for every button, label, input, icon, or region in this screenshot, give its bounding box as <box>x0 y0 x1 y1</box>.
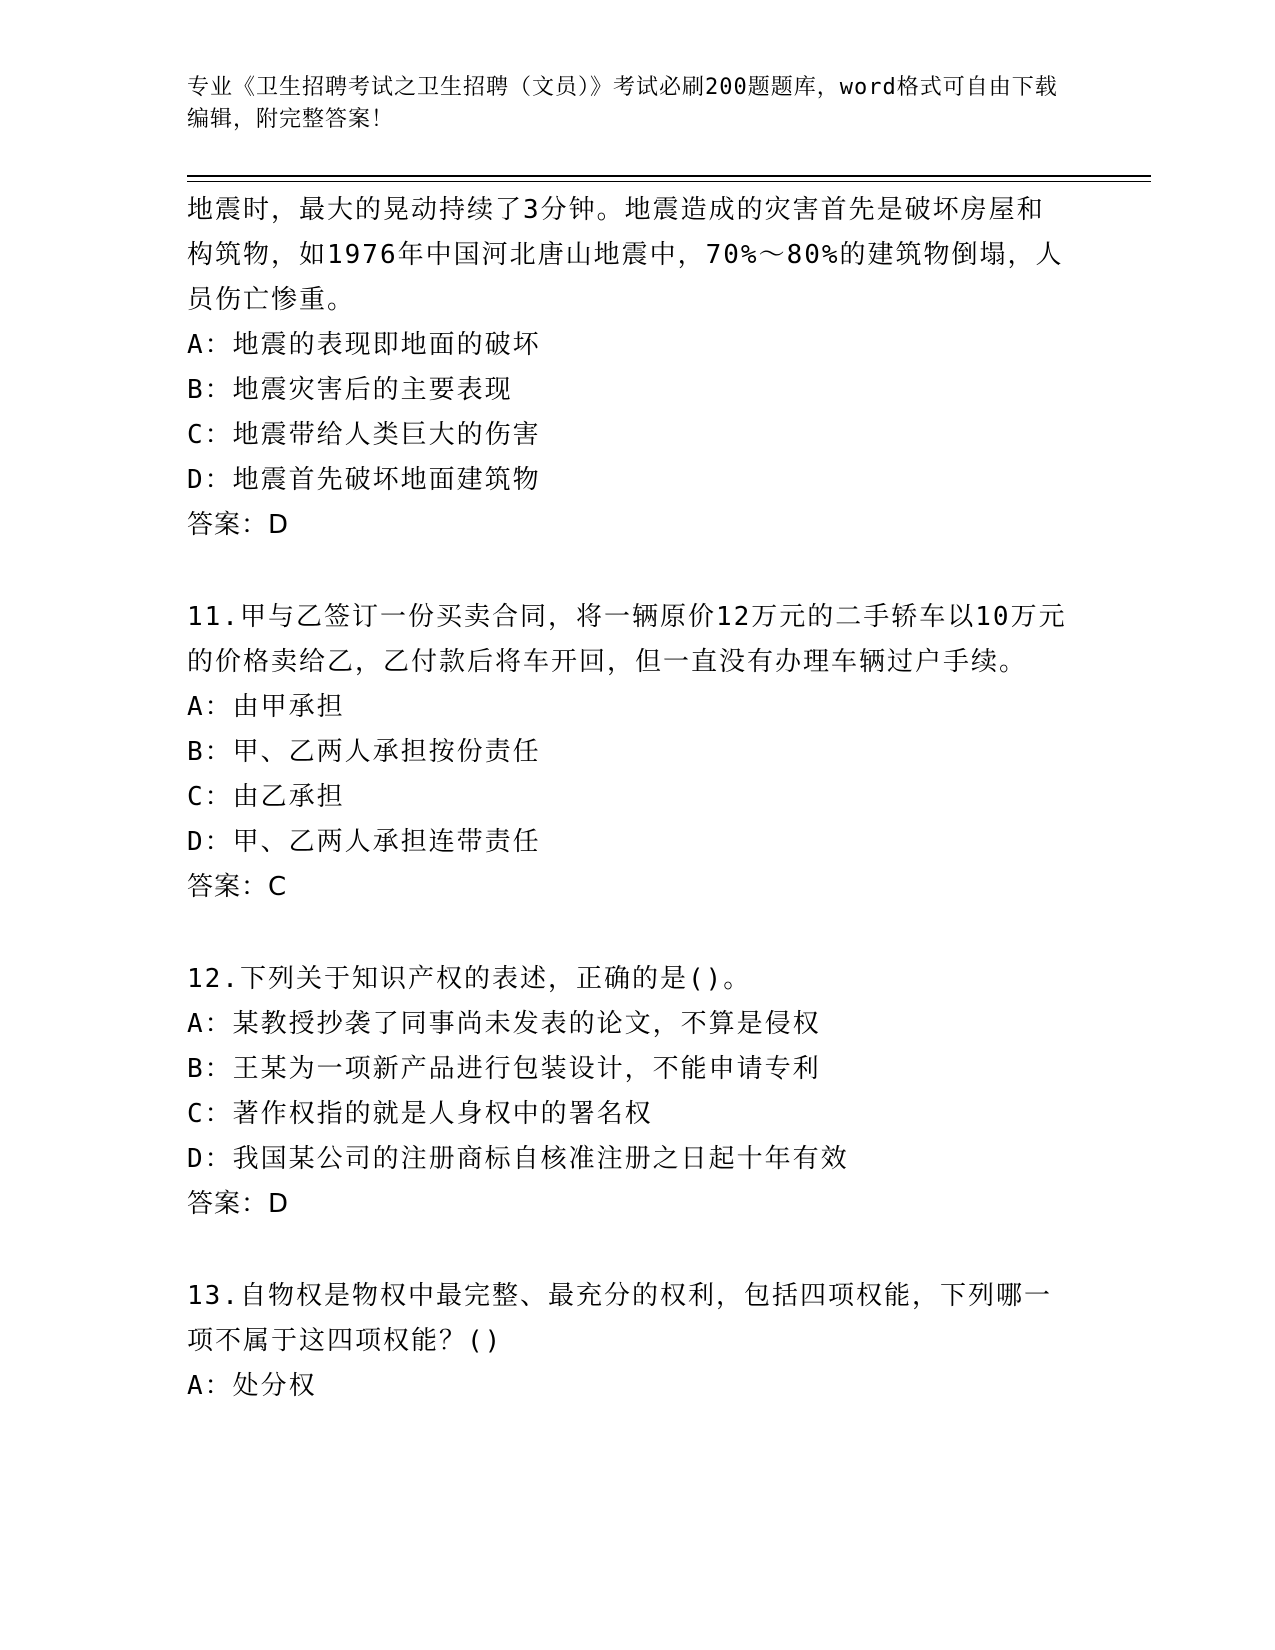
question-stem: 11.甲与乙签订一份买卖合同，将一辆原价12万元的二手轿车以10万元的价格卖给乙，乙付款后将车开回，但一直没有办理车辆过户手续。 <box>187 602 1067 677</box>
document-header: 专业《卫生招聘考试之卫生招聘（文员）》考试必刷200题题库，word格式可自由下载编辑，附完整答案！ <box>187 75 1058 132</box>
document-body <box>187 188 1067 1409</box>
option-d: D：地震首先破坏地面建筑物 <box>187 465 541 495</box>
question-stem: 12.下列关于知识产权的表述，正确的是()。 <box>187 964 752 994</box>
option-b: B：甲、乙两人承担按份责任 <box>187 737 541 767</box>
option-b: B：地震灾害后的主要表现 <box>187 375 513 405</box>
answer-line: 答案：D <box>187 1189 290 1219</box>
spacer <box>187 548 1067 595</box>
question-block <box>187 595 1067 910</box>
option-c: C：著作权指的就是人身权中的署名权 <box>187 1099 653 1129</box>
question-block <box>187 957 1067 1227</box>
option-d: D：我国某公司的注册商标自核准注册之日起十年有效 <box>187 1144 849 1174</box>
spacer <box>187 1227 1067 1274</box>
spacer <box>187 910 1067 957</box>
question-stem: 地震时，最大的晃动持续了3分钟。地震造成的灾害首先是破坏房屋和构筑物，如1976年中国河北唐山地震中，70%～80%的建筑物倒塌，人员伤亡惨重。 <box>187 195 1064 315</box>
answer-line: 答案：D <box>187 510 290 540</box>
option-a: A：处分权 <box>187 1371 317 1401</box>
question-block <box>187 188 1067 548</box>
header-divider-thin <box>187 181 1151 182</box>
option-a: A：某教授抄袭了同事尚未发表的论文，不算是侵权 <box>187 1009 821 1039</box>
option-c: C：由乙承担 <box>187 782 345 812</box>
header-divider-thick <box>187 175 1151 177</box>
option-b: B：王某为一项新产品进行包装设计，不能申请专利 <box>187 1054 821 1084</box>
option-d: D：甲、乙两人承担连带责任 <box>187 827 541 857</box>
option-c: C：地震带给人类巨大的伤害 <box>187 420 541 450</box>
option-a: A：地震的表现即地面的破坏 <box>187 330 541 360</box>
option-a: A：由甲承担 <box>187 692 345 722</box>
answer-line: 答案：C <box>187 872 288 902</box>
question-block <box>187 1274 1067 1409</box>
question-stem: 13.自物权是物权中最完整、最充分的权利，包括四项权能，下列哪一项不属于这四项权能？() <box>187 1281 1052 1356</box>
